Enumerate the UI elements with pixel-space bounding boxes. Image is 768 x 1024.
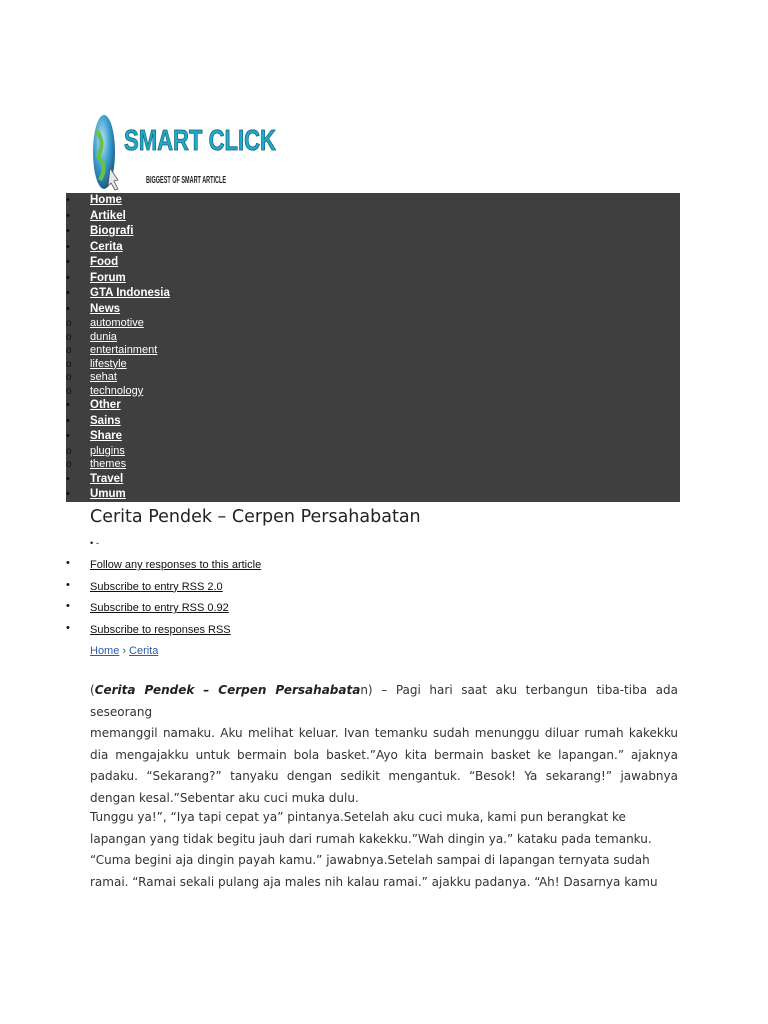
bullet-glyph: • (66, 240, 70, 253)
nav-link-forum[interactable]: Forum (90, 271, 126, 284)
bullet-glyph: • (66, 488, 70, 500)
paragraph-line (90, 680, 678, 723)
nav-item (66, 331, 680, 345)
nav-link-other[interactable]: Other (90, 399, 121, 411)
nav-link-sehat[interactable]: sehat (90, 371, 117, 383)
nav-link-artikel[interactable]: Artikel (90, 209, 126, 222)
nav-item (66, 240, 680, 256)
bullet-glyph: o (66, 445, 72, 457)
nav-item (66, 445, 680, 459)
nav-item (66, 271, 680, 287)
nav-link-umum[interactable]: Umum (90, 488, 126, 500)
site-logo[interactable] (88, 108, 280, 194)
bullet-glyph: • (66, 256, 70, 268)
nav-item (66, 224, 680, 240)
logo-title: SMART CLICK (124, 125, 277, 157)
paren-open: ( (90, 683, 95, 697)
nav-item (66, 317, 680, 331)
paragraph-text: n) – Pagi hari saat aku terbangun tiba-tiba ada seseorang (90, 683, 678, 719)
paragraph-line: memanggil namaku. Aku melihat keluar. Ivan temanku sudah menunggu diluar rumah kakekku (90, 726, 678, 741)
paragraph-line: Tunggu ya!”, “Iya tapi cepat ya” pintanya.Setelah aku cuci muka, kami pun berangkat ke (90, 810, 626, 824)
nav-link-news[interactable]: News (90, 302, 121, 315)
breadcrumb-home-link[interactable]: Home (90, 645, 120, 657)
follow-responses-link[interactable]: Follow any responses to this article (90, 559, 262, 571)
bullet-glyph: • (66, 209, 70, 222)
nav-link-lifestyle[interactable]: lifestyle (90, 357, 127, 370)
nav-item (66, 209, 680, 225)
nav-list (66, 193, 680, 503)
article-paragraph-2 (90, 807, 678, 893)
bullet-glyph: • (66, 302, 70, 315)
nav-item (66, 358, 680, 372)
bullet-glyph: • (66, 557, 70, 569)
bullet-glyph: o (66, 358, 72, 370)
nav-item (66, 302, 680, 318)
nav-item (66, 414, 680, 430)
nav-item (66, 398, 680, 414)
nav-link-themes[interactable]: themes (90, 458, 127, 470)
rss-092-link[interactable]: Subscribe to entry RSS 0.92 (90, 602, 229, 615)
nav-link-cerita[interactable]: Cerita (90, 240, 123, 253)
bullet-glyph: • (66, 287, 70, 299)
nav-item (66, 286, 680, 302)
nav-item (66, 429, 680, 445)
nav-link-gta-indonesia[interactable]: GTA Indonesia (90, 287, 170, 299)
nav-link-home[interactable]: Home (90, 194, 122, 206)
bullet-glyph: o (66, 385, 72, 397)
bullet-glyph: • (66, 472, 70, 485)
nav-link-automotive[interactable]: automotive (90, 317, 144, 329)
bullet-glyph: o (66, 459, 72, 470)
nav-link-food[interactable]: Food (90, 256, 119, 268)
nav-item (66, 472, 680, 488)
bullet-glyph: • (66, 194, 70, 206)
nav-item (66, 255, 680, 271)
breadcrumb-category-link[interactable]: Cerita (129, 645, 159, 657)
logo-tagline: BIGGEST OF SMART ARTICLE (146, 175, 227, 186)
paragraph-line: padaku. “Sekarang?” tanyaku dengan sedikit mengantuk. “Besok! Ya sekarang!” jawabnya (90, 769, 678, 784)
nav-link-technology[interactable]: technology (90, 384, 144, 397)
nav-link-plugins[interactable]: plugins (90, 444, 125, 457)
nav-link-biografi[interactable]: Biografi (90, 225, 134, 237)
bullet-glyph: o (66, 345, 72, 356)
bullet-glyph: • (66, 430, 70, 442)
article-title: Cerita Pendek – Cerpen Persahabatan (90, 507, 421, 527)
bullet-glyph: • (66, 578, 70, 591)
meta-bullet (90, 538, 99, 549)
nav-item (66, 344, 680, 358)
paragraph-line: dia mengajakku untuk bermain bola basket.”Ayo kita bermain basket ke lapangan.” ajaknya (90, 747, 678, 762)
bullet-glyph: • (66, 622, 70, 635)
nav-link-entertainment[interactable]: entertainment (90, 344, 158, 356)
nav-item (66, 371, 680, 385)
globe-cursor-icon (93, 115, 118, 190)
article-paragraph-1 (90, 680, 678, 810)
responses-rss-link[interactable]: Subscribe to responses RSS (90, 624, 231, 637)
paragraph-line: “Cuma begini aja dingin payah kamu.” jawabnya.Setelah sampai di lapangan ternyata sudah (90, 853, 650, 868)
nav-link-dunia[interactable]: dunia (90, 330, 117, 343)
bullet-glyph: • (66, 271, 70, 284)
bullet-glyph: • (66, 399, 70, 411)
breadcrumb-separator: › (122, 645, 127, 657)
rss-2-link[interactable]: Subscribe to entry RSS 2.0 (90, 580, 223, 593)
paragraph-line: lapangan yang tidak begitu jauh dari rumah kakekku.”Wah dingin ya.” kataku pada temanku. (90, 831, 652, 846)
bullet-glyph: o (66, 331, 72, 343)
meta-dash-link[interactable]: - (95, 538, 99, 548)
breadcrumb (90, 645, 158, 657)
nav-item (66, 193, 680, 209)
nav-item (66, 385, 680, 399)
nav-link-sains[interactable]: Sains (90, 414, 121, 427)
bullet-glyph: • (90, 538, 94, 548)
bullet-glyph: o (66, 318, 72, 329)
bullet-glyph: • (66, 414, 70, 427)
article-keyword: Cerita Pendek – Cerpen Persahabata (94, 683, 361, 697)
nav-link-travel[interactable]: Travel (90, 472, 124, 485)
nav-item (66, 458, 680, 472)
bullet-glyph: • (66, 600, 70, 613)
paragraph-line: dengan kesal.”Sebentar aku cuci muka dulu. (90, 790, 359, 805)
nav-link-share[interactable]: Share (90, 430, 122, 442)
nav-item (66, 487, 680, 503)
paragraph-line: ramai. “Ramai sekali pulang aja males nih kalau ramai.” ajakku padanya. “Ah! Dasarnya kamu (90, 874, 658, 889)
main-navigation (66, 193, 680, 502)
bullet-glyph: o (66, 372, 72, 383)
bullet-glyph: • (66, 225, 70, 237)
